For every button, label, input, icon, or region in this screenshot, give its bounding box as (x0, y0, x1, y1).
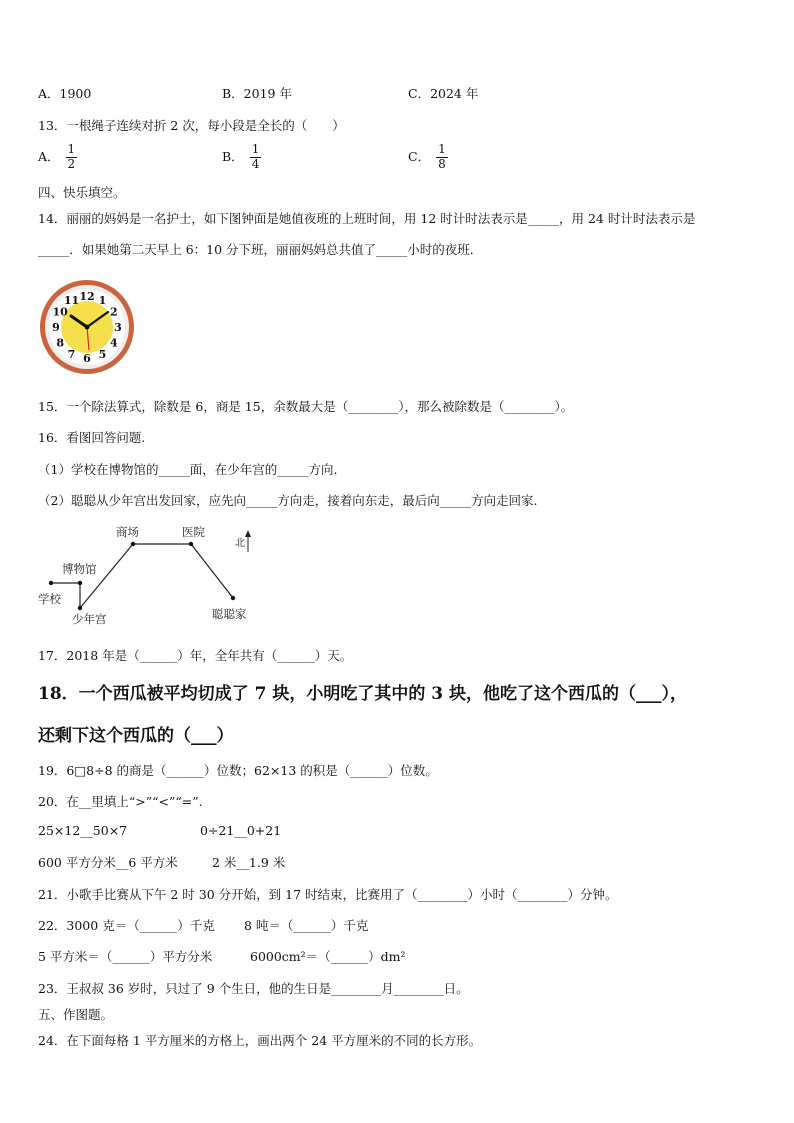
clock-numeral-3: 3 (114, 321, 122, 334)
q13-fraction-b (250, 143, 262, 172)
question-16-sub-1: （1）学校在博物馆的_____面，在少年宫的_____方向. (38, 462, 338, 477)
clock-pivot (85, 325, 90, 330)
point-youth-palace (78, 606, 82, 610)
label-home: 聪聪家 (212, 607, 247, 621)
clock-numeral-11: 11 (63, 294, 80, 308)
section-4-heading: 四、快乐填空。 (38, 185, 126, 200)
question-16-title: 16．看图回答问题. (38, 430, 146, 445)
q13-option-a (38, 143, 77, 172)
q13-option-b (222, 143, 261, 172)
point-museum (78, 581, 82, 585)
north-label: 北 (235, 538, 245, 549)
question-20-title: 20．在__里填上“>”“<”“=”. (38, 794, 203, 809)
clock-numeral-10: 10 (52, 305, 68, 319)
question-22-item-b: 8 吨＝（______）千克 (244, 918, 369, 933)
question-23: 23．王叔叔 36 岁时，只过了 9 个生日，他的生日是________月________日。 (38, 981, 469, 996)
clock-numeral-4: 4 (109, 336, 118, 350)
fraction-denominator: 4 (251, 156, 260, 171)
question-14-line-2: _____．如果她第二天早上 6：10 分下班，丽丽妈妈总共值了_____小时的夜班． (38, 242, 483, 257)
label-school: 学校 (38, 592, 61, 606)
fraction-denominator: 8 (438, 156, 446, 171)
clock-numeral-8: 8 (56, 336, 65, 350)
question-16-sub-2: （2）聪聪从少年宫出发回家，应先向_____方向走，接着向东走，最后向_____方向走回家. (38, 493, 538, 508)
clock-image (38, 278, 136, 376)
section-5-heading: 五、作图题。 (38, 1007, 114, 1022)
label-museum: 博物馆 (62, 562, 97, 576)
question-22-item-d: 6000cm²＝（______）dm² (250, 949, 406, 964)
clock-numeral-12: 12 (79, 290, 95, 303)
question-20-item-a: 25×12__50×7 (38, 823, 128, 838)
route-palace-mall-hospital-home (80, 544, 233, 608)
q12-option-c: C．2024 年 (408, 86, 479, 101)
question-22-item-c: 5 平方米＝（______）平方分米 (38, 949, 213, 964)
question-13: 13．一根绳子连续对折 2 次，每小段是全长的（ ） (38, 118, 345, 133)
question-20-item-c: 600 平方分米__6 平方米 (38, 855, 178, 870)
clock-numeral-1: 1 (98, 294, 107, 308)
question-22-item-a: 22．3000 克＝（______）千克 (38, 918, 215, 933)
q13-option-c-label: C． (408, 148, 431, 164)
q13-fraction-c (436, 143, 448, 172)
question-17: 17．2018 年是（______）年，全年共有（______）天。 (38, 648, 353, 663)
point-mall (131, 542, 135, 546)
point-home (231, 596, 235, 600)
q12-option-a: A．1900 (38, 86, 92, 101)
q13-option-b-label: B． (222, 148, 244, 164)
question-24: 24．在下面每格 1 平方厘米的方格上，画出两个 24 平方厘米的不同的长方形。 (38, 1033, 482, 1048)
label-hospital: 医院 (182, 525, 205, 539)
q13-option-c (408, 143, 448, 172)
fraction-denominator: 2 (67, 156, 76, 171)
clock-numeral-9: 9 (52, 321, 60, 334)
question-15: 15．一个除法算式，除数是 6，商是 15，余数最大是（________），那么被除数是（________）。 (38, 399, 574, 414)
q13-option-a-label: A． (38, 148, 60, 164)
map-diagram (36, 520, 266, 632)
north-indicator (235, 530, 251, 552)
clock-numeral-2: 2 (109, 305, 118, 319)
question-20-item-d: 2 米__1.9 米 (212, 855, 286, 870)
fraction-numerator: 1 (438, 142, 446, 156)
label-mall: 商场 (116, 525, 139, 539)
point-hospital (189, 542, 193, 546)
label-youth-palace: 少年宫 (72, 612, 107, 626)
question-18-line-2: 还剩下这个西瓜的（___） (38, 726, 234, 746)
clock-numeral-5: 5 (98, 347, 107, 361)
north-arrowhead-icon (245, 530, 251, 537)
q12-option-b: B．2019 年 (222, 86, 292, 101)
question-19: 19．6□8÷8 的商是（______）位数；62×13 的积是（______）位数。 (38, 763, 438, 778)
q13-fraction-a (66, 143, 78, 172)
fraction-numerator: 1 (67, 142, 76, 156)
question-20-item-b: 0÷21__0+21 (200, 823, 282, 838)
fraction-numerator: 1 (251, 142, 260, 156)
clock-numeral-7: 7 (67, 347, 76, 361)
question-14-line-1: 14．丽丽的妈妈是一名护士，如下图钟面是她值夜班的上班时间，用 12 时计时法表示是_____，用 24 时计时法表示是 (38, 211, 696, 226)
question-18-line-1: 18．一个西瓜被平均切成了 7 块，小明吃了其中的 3 块，他吃了这个西瓜的（___）， (38, 684, 687, 704)
question-21: 21．小歌手比赛从下午 2 时 30 分开始，到 17 时结束，比赛用了（________）小时（________）分钟。 (38, 887, 618, 902)
point-school (49, 581, 53, 585)
clock-numeral-6: 6 (83, 352, 91, 365)
